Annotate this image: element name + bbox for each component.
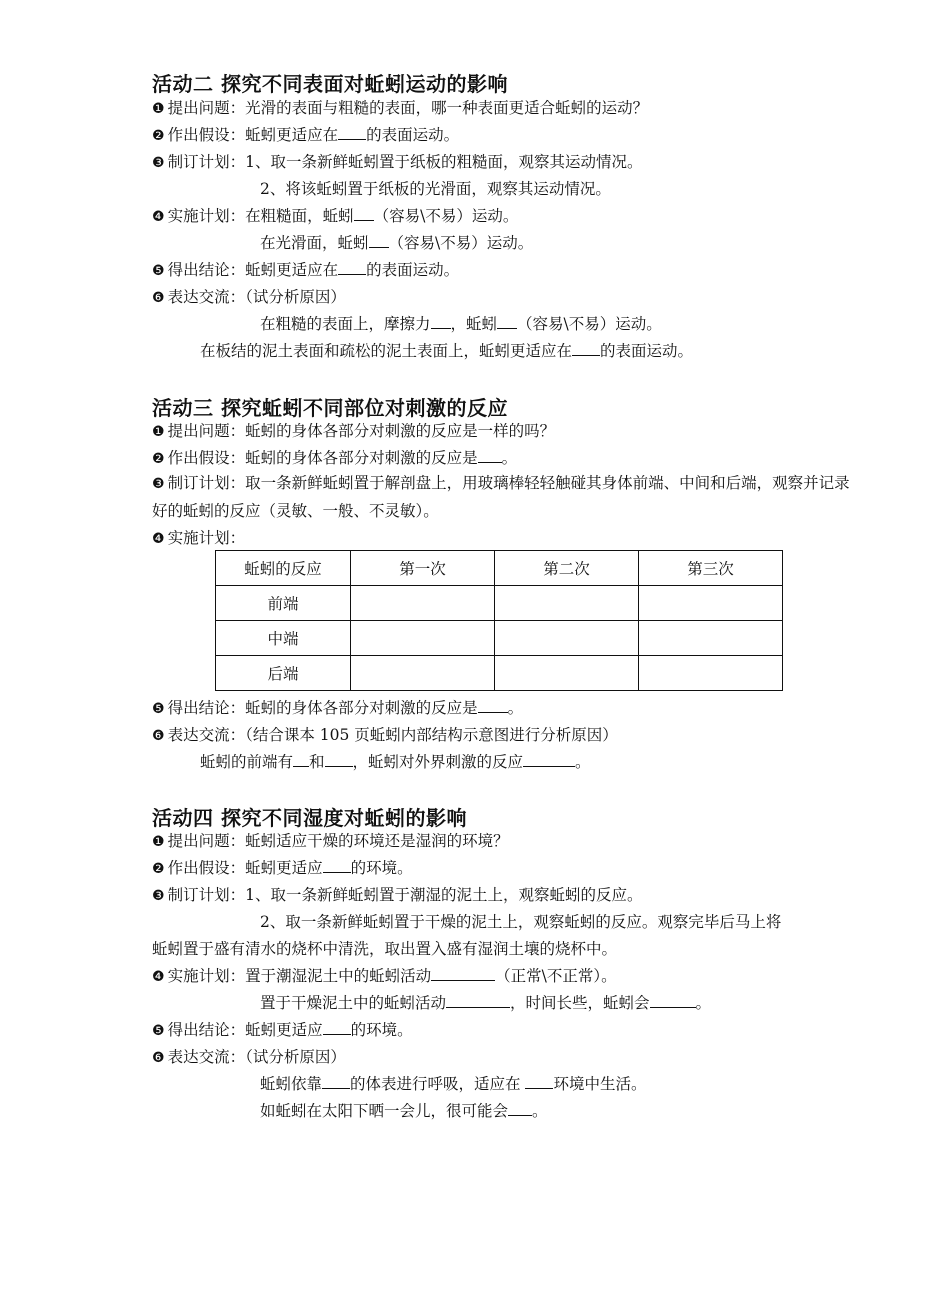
a2-discussion-1: 在粗糙的表面上，摩擦力 ，蚯蚓 （容易\不易）运动。	[260, 315, 662, 333]
answer-blank[interactable]	[431, 966, 495, 981]
table-header: 第三次	[639, 551, 783, 586]
table-row	[216, 586, 783, 621]
a2-implement: ❹ 实施计划：在粗糙面，蚯蚓 （容易\不易）运动。	[152, 207, 519, 225]
a4-discussion: ❻ 表达交流：（试分析原因）	[152, 1048, 346, 1066]
activity2-title: 活动二 探究不同表面对蚯蚓运动的影响	[152, 72, 508, 96]
answer-blank[interactable]	[323, 858, 351, 873]
activity3-title: 活动三 探究蚯蚓不同部位对刺激的反应	[152, 396, 508, 420]
answer-blank[interactable]	[431, 314, 451, 329]
answer-blank[interactable]	[338, 125, 366, 140]
answer-blank[interactable]	[323, 1020, 351, 1035]
answer-blank[interactable]	[508, 1101, 532, 1116]
table-cell[interactable]	[639, 621, 783, 656]
table-row	[216, 656, 783, 691]
a4-hypothesis: ❷ 作出假设：蚯蚓更适应 的环境。	[152, 859, 413, 877]
answer-blank[interactable]	[354, 206, 374, 221]
a3-implement: ❹ 实施计划：	[152, 529, 246, 547]
a3-discussion: ❻ 表达交流：（结合课本 105 页蚯蚓内部结构示意图进行分析原因）	[152, 726, 618, 744]
table-header: 蚯蚓的反应	[216, 551, 351, 586]
answer-blank[interactable]	[478, 448, 502, 463]
a4-implement: ❹ 实施计划：置于潮湿泥土中的蚯蚓活动 （正常\不正常）。	[152, 967, 617, 985]
answer-blank[interactable]	[650, 993, 696, 1008]
answer-blank[interactable]	[572, 341, 600, 356]
a3-question: ❶ 提出问题：蚯蚓的身体各部分对刺激的反应是一样的吗？	[152, 422, 556, 440]
table-cell[interactable]	[495, 586, 639, 621]
answer-blank[interactable]	[478, 698, 508, 713]
a3-conclusion: ❺ 得出结论：蚯蚓的身体各部分对刺激的反应是 。	[152, 699, 524, 717]
answer-blank[interactable]	[338, 260, 366, 275]
activity4-title: 活动四 探究不同湿度对蚯蚓的影响	[152, 806, 467, 830]
a4-question: ❶ 提出问题：蚯蚓适应干燥的环境还是湿润的环境？	[152, 832, 509, 850]
row-label: 前端	[216, 586, 351, 621]
a4-conclusion: ❺ 得出结论：蚯蚓更适应 的环境。	[152, 1021, 413, 1039]
a2-conclusion: ❺ 得出结论：蚯蚓更适应在 的表面运动。	[152, 261, 460, 279]
table-cell[interactable]	[351, 586, 495, 621]
a2-question: ❶ 提出问题：光滑的表面与粗糙的表面，哪一种表面更适合蚯蚓的运动？	[152, 99, 649, 117]
answer-blank[interactable]	[322, 1074, 350, 1089]
a3-plan: ❸ 制订计划：取一条新鲜蚯蚓置于解剖盘上，用玻璃棒轻轻触碰其身体前端、中间和后端，观察并记录好的蚯蚓的反应（灵敏、一般、不灵敏）。	[152, 474, 850, 520]
a2-discussion-2: 在板结的泥土表面和疏松的泥土表面上，蚯蚓更适应在 的表面运动。	[200, 342, 694, 360]
answer-blank[interactable]	[369, 233, 389, 248]
row-label: 后端	[216, 656, 351, 691]
a4-discussion-2: 如蚯蚓在太阳下晒一会儿，很可能会 。	[260, 1102, 548, 1120]
a2-hypothesis: ❷ 作出假设：蚯蚓更适应在 的表面运动。	[152, 126, 460, 144]
table-cell[interactable]	[351, 621, 495, 656]
a3-hypothesis: ❷ 作出假设：蚯蚓的身体各部分对刺激的反应是 。	[152, 449, 518, 467]
a4-plan-step2: 2、取一条新鲜蚯蚓置于干燥的泥土上，观察蚯蚓的反应。观察完毕后马上将	[260, 913, 782, 931]
a4-plan: ❸ 制订计划：1、取一条新鲜蚯蚓置于潮湿的泥土上，观察蚯蚓的反应。	[152, 886, 643, 904]
a4-discussion-1: 蚯蚓依靠 的体表进行呼吸，适应在 环境中生活。	[260, 1075, 647, 1093]
row-label: 中端	[216, 621, 351, 656]
a2-implement-2: 在光滑面，蚯蚓 （容易\不易）运动。	[260, 234, 534, 252]
table-cell[interactable]	[495, 621, 639, 656]
table-cell[interactable]	[639, 656, 783, 691]
table-row	[216, 621, 783, 656]
answer-blank[interactable]	[523, 752, 575, 767]
table-cell[interactable]	[495, 656, 639, 691]
table-header: 第一次	[351, 551, 495, 586]
table-header-row	[216, 551, 783, 586]
answer-blank[interactable]	[525, 1074, 553, 1089]
answer-blank[interactable]	[497, 314, 517, 329]
a2-plan-step2: 2、将该蚯蚓置于纸板的光滑面，观察其运动情况。	[260, 180, 611, 198]
a4-implement-2: 置于干燥泥土中的蚯蚓活动 ，时间长些，蚯蚓会 。	[260, 994, 712, 1012]
a2-discussion: ❻ 表达交流：（试分析原因）	[152, 288, 346, 306]
answer-blank[interactable]	[293, 752, 309, 767]
answer-blank[interactable]	[446, 993, 510, 1008]
reaction-table	[215, 550, 783, 691]
a2-plan: ❸ 制订计划：1、取一条新鲜蚯蚓置于纸板的粗糙面，观察其运动情况。	[152, 153, 643, 171]
table-header: 第二次	[495, 551, 639, 586]
answer-blank[interactable]	[325, 752, 353, 767]
table-cell[interactable]	[351, 656, 495, 691]
table-cell[interactable]	[639, 586, 783, 621]
a4-plan-step2-cont: 蚯蚓置于盛有清水的烧杯中清洗，取出置入盛有湿润土壤的烧杯中。	[152, 940, 618, 958]
a3-discussion-1: 蚯蚓的前端有 和 ，蚯蚓对外界刺激的反应 。	[200, 753, 591, 771]
